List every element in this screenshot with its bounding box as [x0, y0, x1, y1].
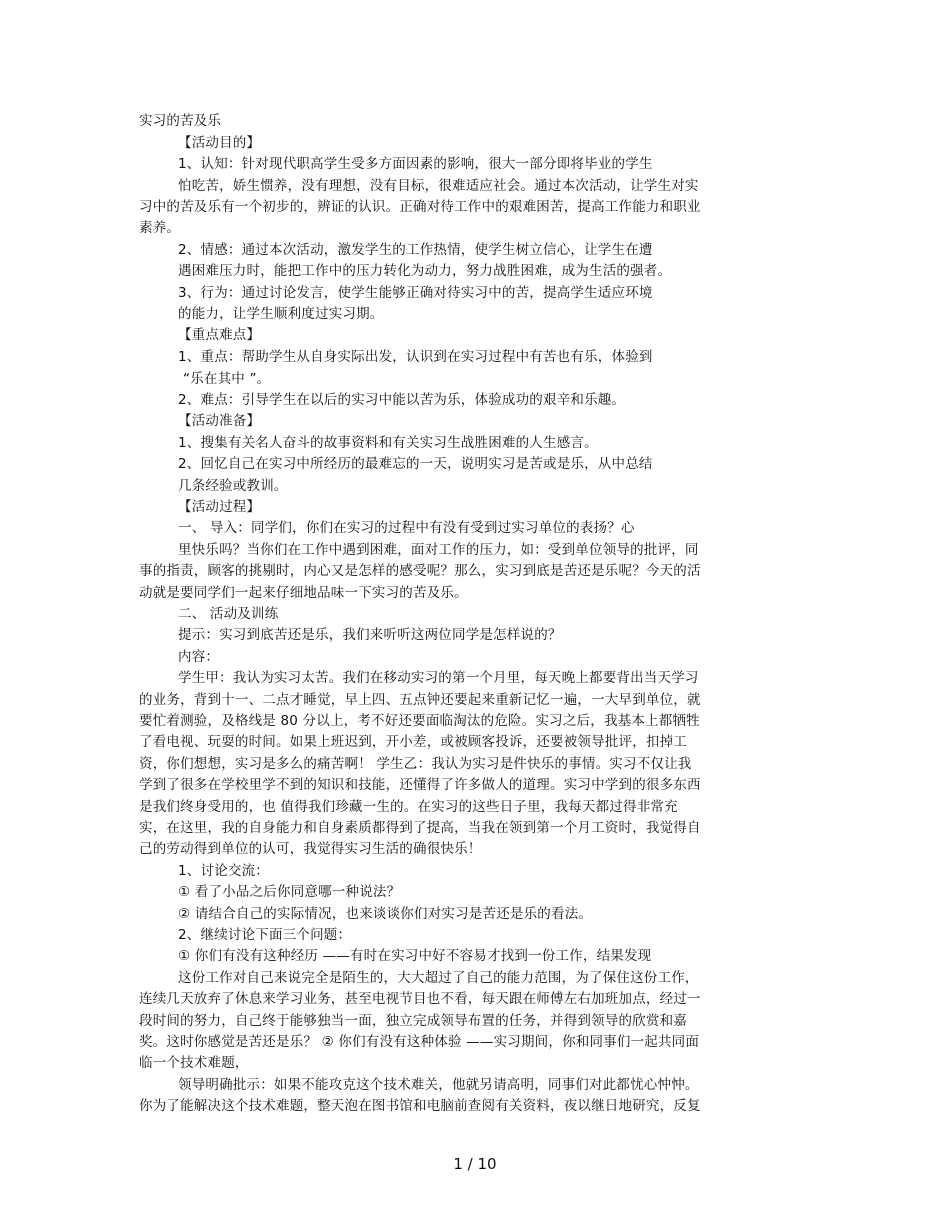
- paragraph-line: 二、 活动及训练: [178, 606, 279, 622]
- paragraph-line: 1、搜集有关名人奋斗的故事资料和有关实习生战胜困难的人生感言。: [178, 435, 598, 451]
- paragraph-line: 习中的苦及乐有一个初步的，辨证的认识。正确对待工作中的艰难困苦，提高工作能力和职业: [139, 199, 701, 215]
- paragraph-line: 1、认知：针对现代职高学生受多方面因素的影响，很大一部分即将毕业的学生: [178, 156, 653, 172]
- paragraph-line: 2、回忆自己在实习中所经历的最难忘的一天，说明实习是苦或是乐，从中总结: [178, 456, 653, 472]
- section-heading: 【重点难点】: [178, 327, 261, 343]
- paragraph-line: 2、情感：通过本次活动，激发学生的工作热情，使学生树立信心，让学生在遭: [178, 242, 653, 258]
- paragraph-line: 2、继续讨论下面三个问题：: [178, 927, 352, 943]
- paragraph-line: 己的劳动得到单位的认可，我觉得实习生活的确很快乐！: [139, 841, 482, 857]
- paragraph-line: ① 看了小品之后你同意哪一种说法？: [178, 884, 401, 900]
- paragraph-line: “乐在其中 ”。: [183, 371, 271, 387]
- paragraph-line: 学生甲：我认为实习太苦。我们在移动实习的第一个月里，每天晚上都要背出当天学习: [178, 670, 699, 686]
- section-heading: 【活动准备】: [178, 413, 261, 429]
- paragraph-line: 怕吃苦，娇生惯养，没有理想，没有目标，很难适应社会。通过本次活动，让学生对实: [178, 178, 699, 194]
- paragraph-line: 事的指责，顾客的挑剔时，内心又是怎样的感受呢？那么，实习到底是苦还是乐呢？今天的活: [139, 563, 701, 579]
- paragraph-line: 奖。这时你感觉是苦还是乐？ ② 你们有没有这种体验 ——实习期间，你和同事们一起共同面: [139, 1034, 700, 1050]
- paragraph-line: 这份工作对自己来说完全是陌生的，大大超过了自己的能力范围，为了保住这份工作，: [178, 970, 699, 986]
- paragraph-line: 临一个技术难题，: [139, 1055, 249, 1071]
- paragraph-line: 1、重点：帮助学生从自身实际出发，认识到在实习过程中有苦也有乐，体验到: [178, 349, 653, 365]
- paragraph-line: 实，在这里，我的自身能力和自身素质都得到了提高，当我在领到第一个月工资时，我觉得自: [139, 820, 701, 836]
- paragraph-line: 遇困难压力时，能把工作中的压力转化为动力，努力战胜困难，成为生活的强者。: [178, 263, 672, 279]
- paragraph-line: 里快乐吗？当你们在工作中遇到困难，面对工作的压力，如：受到单位领导的批评，同: [178, 542, 699, 558]
- paragraph-line: 动就是要同学们一起来仔细地品味一下实习的苦及乐。: [139, 585, 468, 601]
- paragraph-line: 要忙着测验，及格线是 80 分以上，考不好还要面临淘汰的危险。实习之后，我基本上都牺牲: [139, 713, 700, 729]
- document-title: 实习的苦及乐: [139, 113, 222, 129]
- paragraph-line: 的能力，让学生顺利度过实习期。: [178, 306, 384, 322]
- paragraph-line: 素养。: [139, 220, 181, 236]
- paragraph-line: 的业务，背到十一、二点才睡觉，早上四、五点钟还要起来重新记忆一遍，一大早到单位，就: [139, 692, 701, 708]
- paragraph-line: 学到了很多在学校里学不到的知识和技能，还懂得了许多做人的道理。实习中学到的很多东西: [139, 777, 701, 793]
- page-number: 1 / 10: [453, 1155, 497, 1173]
- paragraph-line: 1、讨论交流：: [178, 863, 269, 879]
- paragraph-line: 领导明确批示：如果不能攻克这个技术难关，他就另请高明，同事们对此都忧心忡忡。: [178, 1077, 699, 1093]
- paragraph-line: 3、行为：通过讨论发言，使学生能够正确对待实习中的苦，提高学生适应环境: [178, 285, 653, 301]
- paragraph-line: 一、 导入：同学们，你们在实习的过程中有没有受到过实习单位的表扬？心: [178, 520, 635, 536]
- paragraph-line: 连续几天放弃了休息来学习业务，甚至电视节目也不看，每天跟在师傅左右加班加点，经过一: [139, 991, 701, 1007]
- paragraph-line: 是我们终身受用的，也 值得我们珍藏一生的。在实习的这些日子里，我每天都过得非常充: [139, 799, 678, 815]
- section-heading: 【活动目的】: [178, 135, 261, 151]
- paragraph-line: 你为了能解决这个技术难题，整天泡在图书馆和电脑前查阅有关资料，夜以继日地研究，反复: [139, 1098, 701, 1114]
- paragraph-line: 2、难点：引导学生在以后的实习中能以苦为乐，体验成功的艰辛和乐趣。: [178, 392, 626, 408]
- paragraph-line: 提示：实习到底苦还是乐，我们来听听这两位同学是怎样说的？: [178, 627, 562, 643]
- paragraph-line: 段时间的努力，自己终于能够独当一面，独立完成领导布置的任务，并得到领导的欣赏和嘉: [139, 1013, 687, 1029]
- paragraph-line: 内容：: [178, 649, 220, 665]
- paragraph-line: 了看电视、玩耍的时间。如果上班迟到，开小差，或被顾客投诉，还要被领导批评，扣掉工: [139, 734, 687, 750]
- paragraph-line: ② 请结合自己的实际情况，也来谈谈你们对实习是苦还是乐的看法。: [178, 906, 593, 922]
- paragraph-line: 资，你们想想，实习是多么的痛苦啊！ 学生乙：我认为实习是件快乐的事情。实习不仅让我: [139, 756, 692, 772]
- paragraph-line: 几条经验或教训。: [178, 478, 288, 494]
- paragraph-line: ① 你们有没有这种经历 ——有时在实习中好不容易才找到一份工作，结果发现: [178, 948, 652, 964]
- section-heading: 【活动过程】: [178, 499, 261, 515]
